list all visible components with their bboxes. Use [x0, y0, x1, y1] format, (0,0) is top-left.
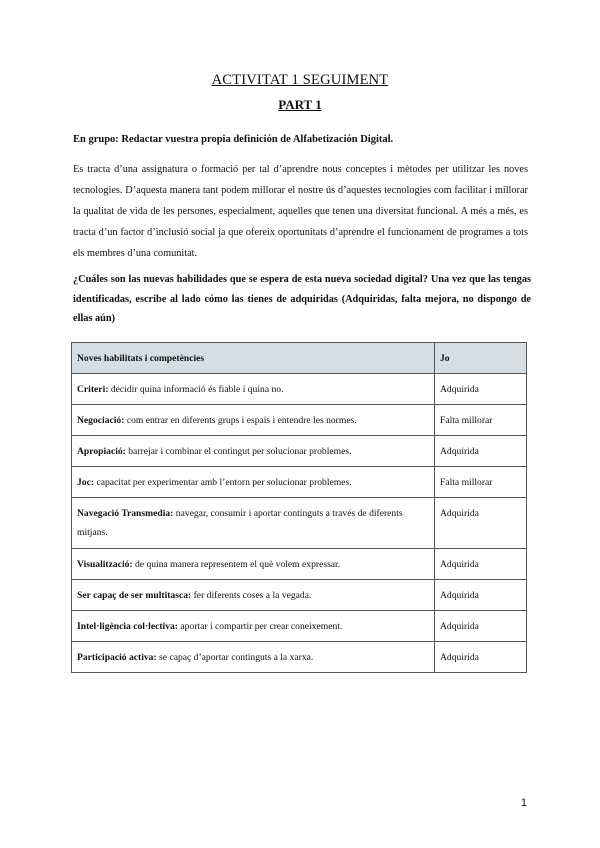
status-cell: Adquirida	[435, 374, 527, 405]
skill-description: decidir quina informació és fiable i quina no.	[108, 383, 284, 395]
skill-cell	[72, 580, 435, 611]
skill-description: se capaç d’aportar continguts a la xarxa.	[156, 651, 314, 663]
skill-cell	[72, 436, 435, 467]
table-row	[72, 642, 527, 673]
status-cell: Adquirida	[435, 498, 527, 549]
document-title: ACTIVITAT 1 SEGUIMENT	[211, 72, 389, 88]
skills-table	[71, 342, 527, 673]
table-row	[72, 498, 527, 549]
skill-term: Intel·ligència col·lectiva:	[77, 620, 178, 632]
skill-term: Apropiació:	[77, 445, 126, 457]
table-row	[72, 374, 527, 405]
skill-term: Navegació Transmedia:	[77, 508, 174, 519]
skill-term: Joc:	[77, 476, 95, 488]
status-cell: Adquirida	[435, 549, 527, 580]
header-me: Jo	[435, 343, 527, 374]
skill-description: navegar, consumir i aportar continguts a través de diferents mitjans.	[77, 508, 403, 538]
table-row	[72, 549, 527, 580]
skill-description: com entrar en diferents grups i espais i entendre les normes.	[124, 414, 357, 426]
table-row	[72, 467, 527, 498]
page-number: 1	[520, 797, 527, 809]
status-cell: Adquirida	[435, 642, 527, 673]
skill-cell	[72, 498, 435, 549]
table-header-row	[72, 343, 527, 374]
skill-cell	[72, 374, 435, 405]
status-cell: Adquirida	[435, 580, 527, 611]
skill-description: barrejar i combinar el contingut per solucionar problemes.	[125, 445, 352, 457]
skill-term: Negociació:	[77, 414, 125, 426]
skill-term: Criteri:	[77, 383, 109, 395]
skill-cell	[72, 549, 435, 580]
header-skills: Noves habilitats i competències	[72, 343, 435, 374]
table-row	[72, 611, 527, 642]
definition-paragraph: Es tracta d’una assignatura o formació per tal d’aprendre nous conceptes i mètodes per utilitzar les noves tecnologies. D’aquesta manera tant podem millorar el nostre ús d’aquestes tecnologies com facilitar i millorar la qualitat de vida de les persones, especialment, aquelles que tenen una diversitat funcional. A més a més, es tracta d’un factor d’inclusió social ja que ofereix oportunitats d’aprendre el funcionament de programes a tots els membres d’una comunitat.	[73, 164, 528, 259]
skill-cell	[72, 642, 435, 673]
table-row	[72, 580, 527, 611]
skill-description: capacitat per experimentar amb l’entorn per solucionar problemes.	[94, 476, 352, 488]
skill-cell	[72, 467, 435, 498]
skill-description: fer diferents coses a la vegada.	[191, 589, 312, 601]
status-cell: Falta millorar	[435, 467, 527, 498]
section-heading: En grupo: Redactar vuestra propia definición de Alfabetización Digital.	[73, 134, 394, 145]
skill-term: Participació activa:	[77, 651, 157, 663]
skill-term: Visualització:	[77, 558, 133, 570]
table-row	[72, 436, 527, 467]
skill-term: Ser capaç de ser multitasca:	[77, 589, 192, 601]
skill-description: aportar i compartir per crear coneixement.	[177, 620, 343, 632]
table-row	[72, 405, 527, 436]
skill-description: de quina manera representem el què volem expressar.	[132, 558, 341, 570]
status-cell: Adquirida	[435, 611, 527, 642]
document-subtitle: PART 1	[278, 97, 322, 112]
skill-cell	[72, 405, 435, 436]
status-cell: Adquirida	[435, 436, 527, 467]
skill-cell	[72, 611, 435, 642]
question-paragraph: ¿Cuáles son las nuevas habilidades que se espera de esta nueva sociedad digital? Una vez que las tengas identificadas, escribe al lado cómo las tienes de adquiridas (Adquiridas, falta mejora, no dispongo de ellas aún)	[73, 274, 531, 324]
status-cell: Falta millorar	[435, 405, 527, 436]
